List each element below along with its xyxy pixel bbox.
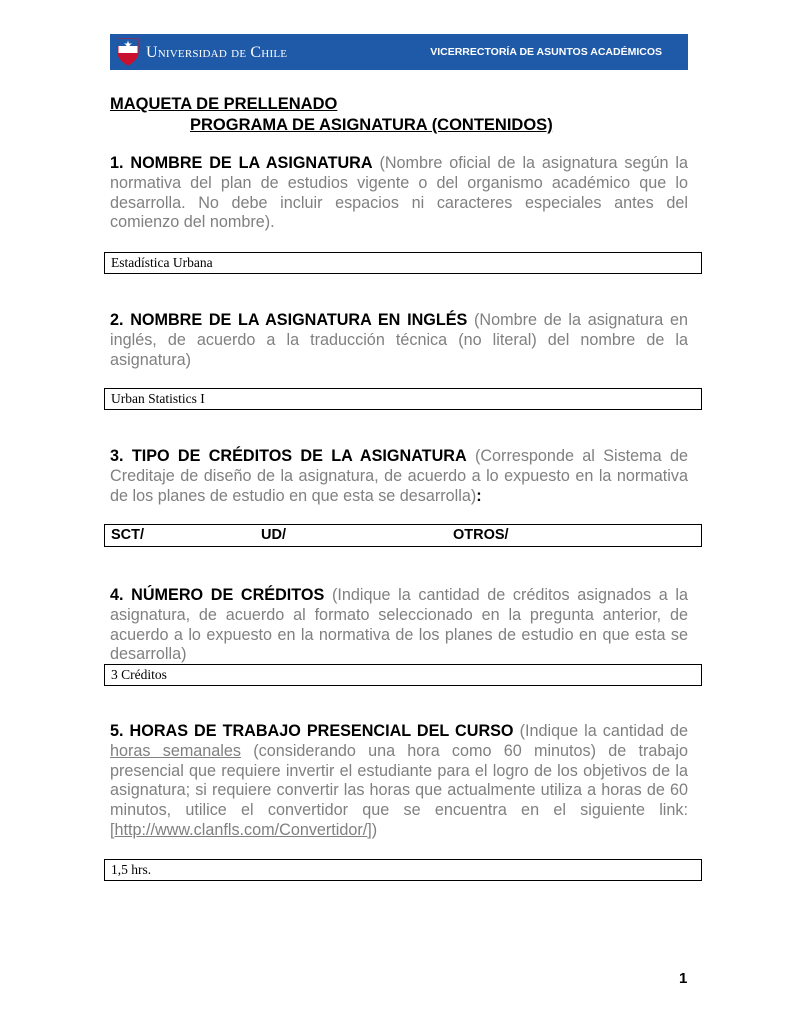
section-5-title: 5. HORAS DE TRABAJO PRESENCIAL DEL CURSO	[110, 722, 514, 740]
document-title-line1: MAQUETA DE PRELLENADO	[110, 95, 338, 113]
section-2	[110, 311, 688, 370]
convertidor-link[interactable]: http://www.clanfls.com/Convertidor/	[114, 820, 368, 839]
university-name: Universidad de Chile	[146, 44, 288, 61]
section-3	[110, 447, 688, 506]
section-3-colon: :	[476, 486, 482, 505]
section-2-description: (Nombre de la asignatura en inglés, de acuerdo a la traducción técnica (no literal) del nombre de la asignatura)	[110, 311, 688, 369]
credit-option-sct[interactable]: SCT/	[111, 527, 145, 543]
section-1	[110, 154, 688, 233]
section-5	[110, 722, 688, 841]
section-2-value-field[interactable]: Urban Statistics I	[104, 388, 702, 410]
header-banner	[110, 34, 688, 70]
section-1-description: (Nombre oficial de la asignatura según la normativa del plan de estudios vigente o del organismo académico que lo desarrolla. No debe incluir espacios ni caracteres especiales antes del comienzo del nombre).	[110, 154, 688, 232]
credit-option-otros[interactable]: OTROS/	[453, 527, 509, 543]
credit-type-field[interactable]	[104, 524, 702, 547]
section-4	[110, 586, 688, 665]
section-1-title: 1. NOMBRE DE LA ASIGNATURA	[110, 154, 373, 172]
section-4-description: (Indique la cantidad de créditos asignados a la asignatura, de acuerdo al formato seleccionado en la pregunta anterior, de acuerdo a lo expuesto en la normativa de los planes de estudio en que esta se desarrolla)	[110, 586, 688, 664]
page-number: 1	[679, 970, 688, 987]
section-3-title: 3. TIPO DE CRÉDITOS DE LA ASIGNATURA	[110, 447, 467, 465]
vicerrectoria-label: VICERRECTORÍA DE ASUNTOS ACADÉMICOS	[430, 46, 662, 58]
section-4-value-field[interactable]: 3 Créditos	[104, 664, 702, 686]
section-5-value-field[interactable]: 1,5 hrs.	[104, 859, 702, 881]
section-3-description: (Corresponde al Sistema de Creditaje de diseño de la asignatura, de acuerdo a lo expuesto en la normativa de los planes de estudio en que esta se desarrolla)	[110, 447, 688, 505]
section-5-description-part2: (considerando una hora como 60 minutos) de trabajo presencial que requiere invertir el estudiante para el logro de los objetivos de la asignatura; si requiere convertir las horas que actualmente utiliza a horas de 60 minutos, utilice el convertidor que se encuentra en el siguiente link: [	[110, 741, 689, 839]
section-5-description-part3: ])	[367, 820, 378, 839]
section-5-description-part1: (Indique la cantidad de	[519, 722, 689, 740]
section-4-title: 4. NÚMERO DE CRÉDITOS	[110, 586, 325, 604]
university-shield-icon	[116, 37, 140, 67]
section-2-title: 2. NOMBRE DE LA ASIGNATURA EN INGLÉS	[110, 311, 468, 329]
horas-semanales-text: horas semanales	[110, 741, 242, 760]
section-1-value-field[interactable]: Estadística Urbana	[104, 252, 702, 274]
credit-option-ud[interactable]: UD/	[261, 527, 286, 543]
document-title-line2: PROGRAMA DE ASIGNATURA (CONTENIDOS)	[190, 116, 553, 134]
